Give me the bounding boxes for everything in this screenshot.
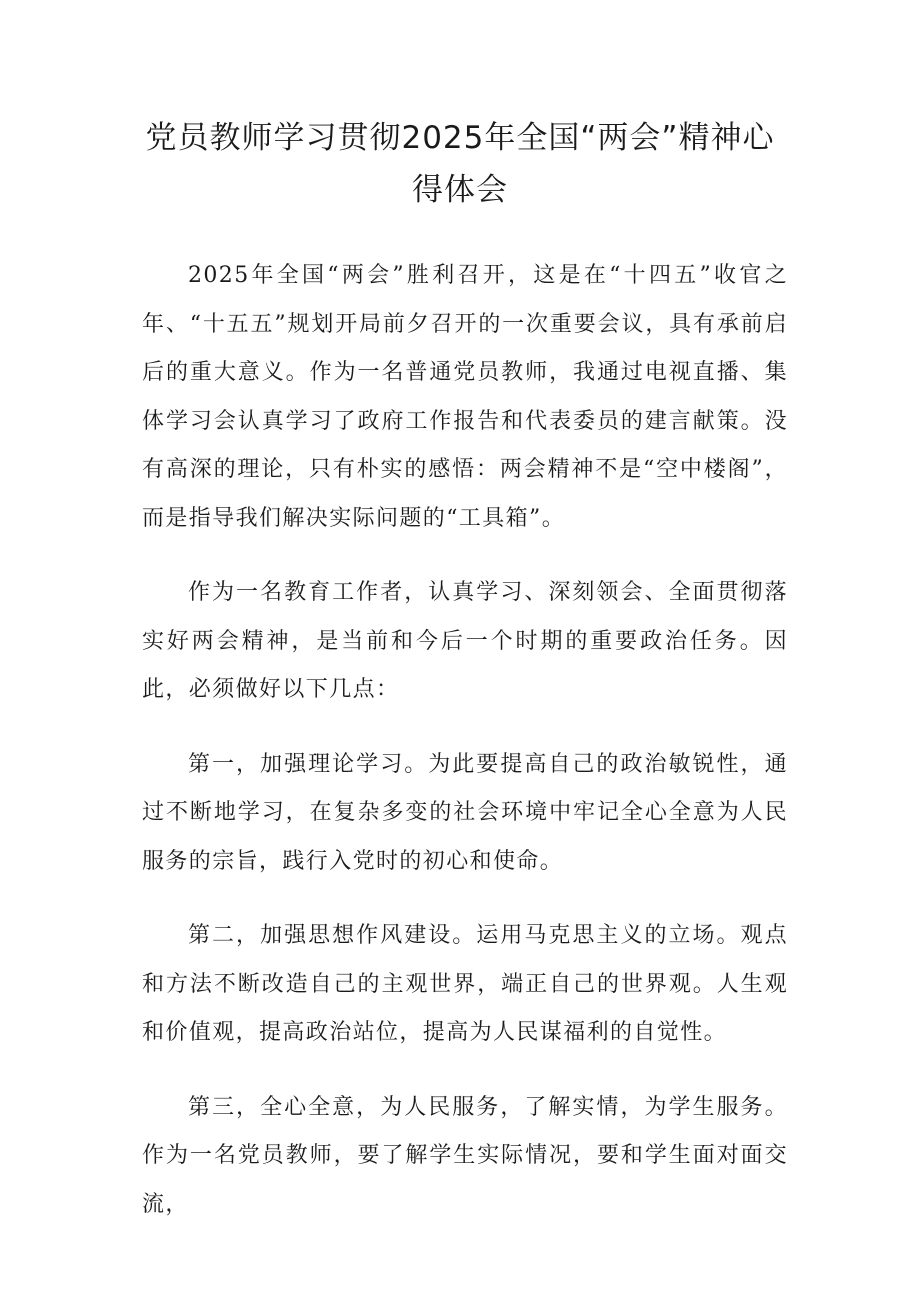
paragraph-point-two: 第二，加强思想作风建设。运用马克思主义的立场。观点和方法不断改造自己的主观世界，端正自己的世界观。人生观和价值观，提高政治站位，提高为人民谋福利的自觉性。 bbox=[142, 923, 788, 1045]
document-title: 党员教师学习贯彻2025年全国“两会”精神心得体会 bbox=[145, 120, 775, 208]
paragraph-point-three: 第三，全心全意，为人民服务，了解实情，为学生服务。作为一名党员教师，要了解学生实际情况，要和学生面对面交流， bbox=[142, 1094, 788, 1217]
paragraph-point-one: 第一，加强理论学习。为此要提高自己的政治敏锐性，通过不断地学习，在复杂多变的社会环境中牢记全心全意为人民服务的宗旨，践行入党时的初心和使命。 bbox=[142, 751, 788, 874]
paragraph-intro: 2025年全国“两会”胜利召开，这是在“十四五”收官之年、“十五五”规划开局前夕召开的一次重要会议，具有承前启后的重大意义。作为一名普通党员教师，我通过电视直播、集体学习会认真学习了政府工作报告和代表委员的建言献策。没有高深的理论，只有朴实的感悟：两会精神不是“空中楼阁”，而是指导我们解决实际问题的“工具箱”。 bbox=[142, 263, 788, 531]
paragraph-tasks: 作为一名教育工作者，认真学习、深刻领会、全面贯彻落实好两会精神，是当前和今后一个时期的重要政治任务。因此，必须做好以下几点： bbox=[142, 580, 788, 702]
document-body bbox=[142, 252, 788, 1255]
